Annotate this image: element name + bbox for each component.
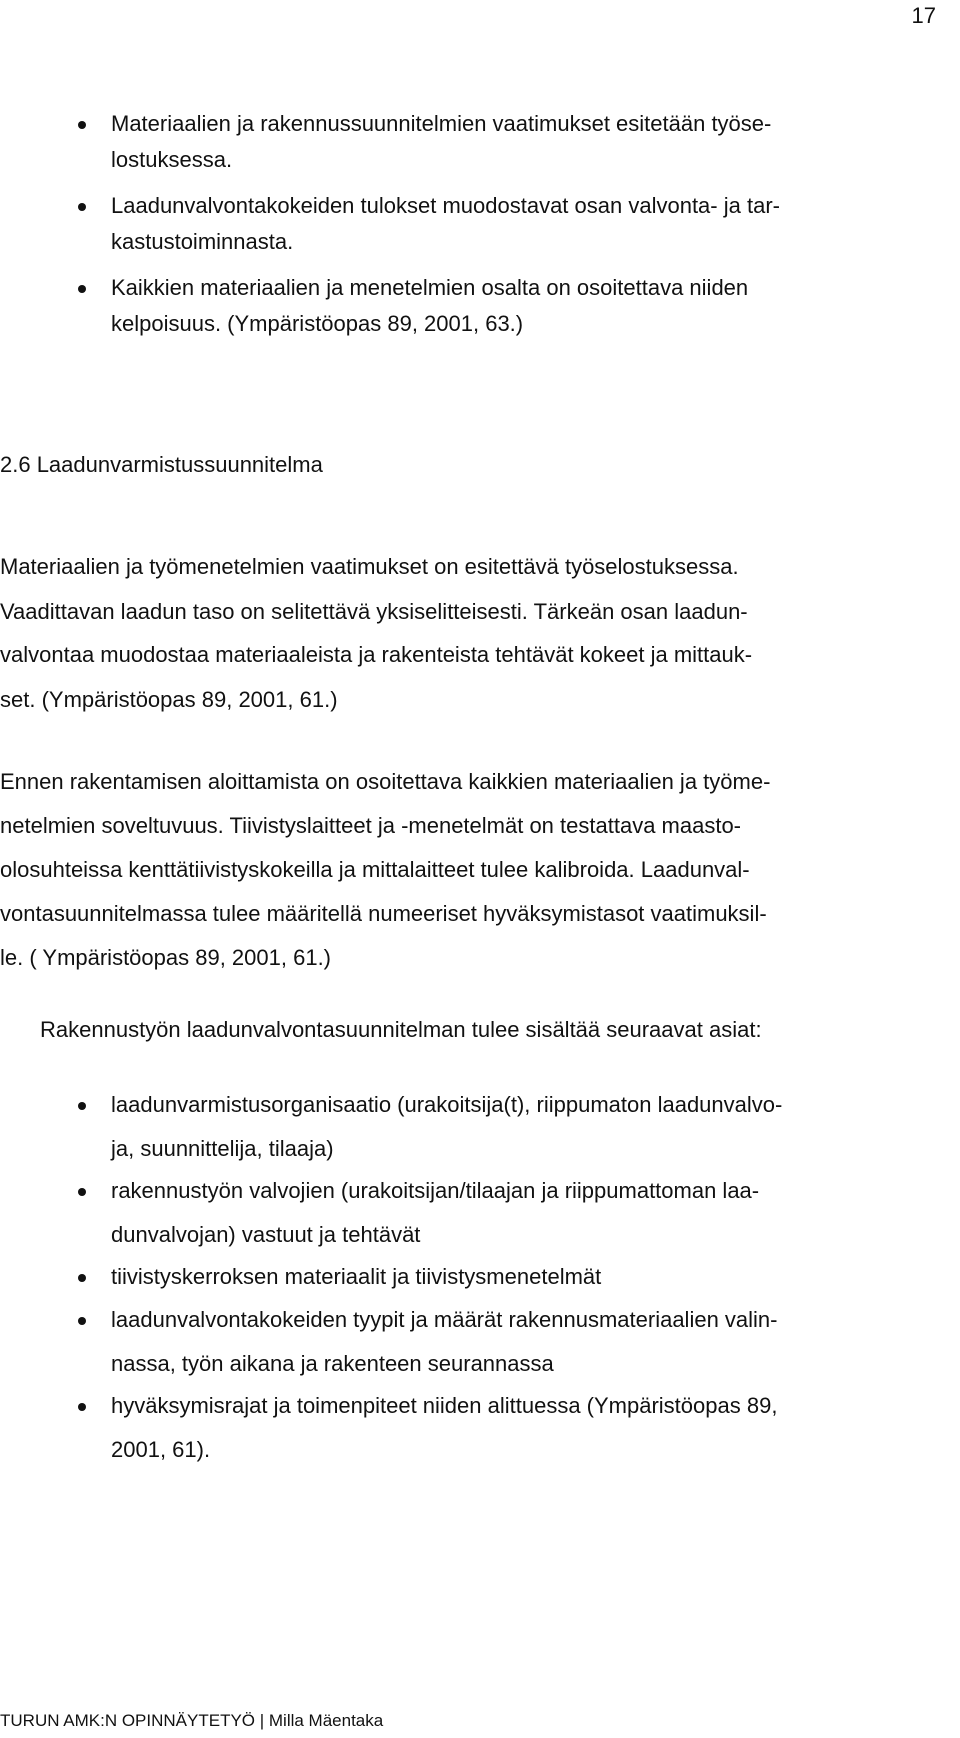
bottom-list-item-1-line-1: laadunvarmistusorganisaatio (urakoitsija(t), riippumaton laadunvalvo- (111, 1092, 783, 1117)
bottom-list-item-2-line-1: rakennustyön valvojien (urakoitsijan/tilaajan ja riippumattoman laa- (111, 1178, 760, 1203)
paragraph-2-line-2: netelmien soveltuvuus. Tiivistyslaitteet ja -menetelmät on testattava maasto- (0, 813, 742, 838)
top-list-item-2-line-2: kastustoiminnasta. (111, 229, 294, 254)
bullet-icon (78, 1188, 86, 1196)
top-list-item-3-line-2: kelpoisuus. (Ympäristöopas 89, 2001, 63.) (111, 311, 524, 336)
top-list-item-1-line-1: Materiaalien ja rakennussuunnitelmien vaatimukset esitetään työse- (111, 111, 772, 136)
paragraph-2-line-1: Ennen rakentamisen aloittamista on osoitettava kaikkien materiaalien ja työme- (0, 769, 771, 794)
bottom-list-item-5-line-2: 2001, 61). (111, 1437, 211, 1462)
section-heading: 2.6 Laadunvarmistussuunnitelma (0, 452, 323, 477)
bullet-icon (78, 1403, 86, 1411)
paragraph-2-line-4: vontasuunnitelmassa tulee määritellä numeeriset hyväksymistasot vaatimuksil- (0, 901, 767, 926)
paragraph-2-line-3: olosuhteissa kenttätiivistyskokeilla ja mittalaitteet tulee kalibroida. Laadunval- (0, 857, 750, 882)
top-list-item-2-line-1: Laadunvalvontakokeiden tulokset muodostavat osan valvonta- ja tar- (111, 193, 780, 218)
bullet-icon (78, 1102, 86, 1110)
top-list-item-3-line-1: Kaikkien materiaalien ja menetelmien osalta on osoitettava niiden (111, 275, 749, 300)
paragraph-1-line-3: valvontaa muodostaa materiaaleista ja rakenteista tehtävät kokeet ja mittauk- (0, 642, 753, 667)
bullet-icon (78, 1317, 86, 1325)
bottom-list-item-3-line-1: tiivistyskerroksen materiaalit ja tiivistysmenetelmät (111, 1264, 602, 1289)
top-list-item-1-line-2: lostuksessa. (111, 147, 233, 172)
paragraph-1-line-2: Vaadittavan laadun taso on selitettävä yksiselitteisesti. Tärkeän osan laadun- (0, 599, 748, 624)
bottom-list-item-5-line-1: hyväksymisrajat ja toimenpiteet niiden alittuessa (Ympäristöopas 89, (111, 1393, 778, 1418)
paragraph-2-line-5: le. ( Ympäristöopas 89, 2001, 61.) (0, 945, 332, 970)
paragraph-1-line-1: Materiaalien ja työmenetelmien vaatimukset on esitettävä työselostuksessa. (0, 554, 739, 579)
bullet-icon (78, 1274, 86, 1282)
page-number: 17 (911, 3, 936, 28)
intro-text: Rakennustyön laadunvalvontasuunnitelman tulee sisältää seuraavat asiat: (40, 1017, 762, 1042)
footer-text: TURUN AMK:N OPINNÄYTETYÖ | Milla Mäentaka (0, 1711, 384, 1730)
bottom-list-item-4-line-1: laadunvalvontakokeiden tyypit ja määrät rakennusmateriaalien valin- (111, 1307, 778, 1332)
bottom-list-item-4-line-2: nassa, työn aikana ja rakenteen seurannassa (111, 1351, 554, 1376)
paragraph-1-line-4: set. (Ympäristöopas 89, 2001, 61.) (0, 687, 338, 712)
bottom-list-item-1-line-2: ja, suunnittelija, tilaaja) (111, 1136, 334, 1161)
bottom-list-item-2-line-2: dunvalvojan) vastuut ja tehtävät (111, 1222, 421, 1247)
